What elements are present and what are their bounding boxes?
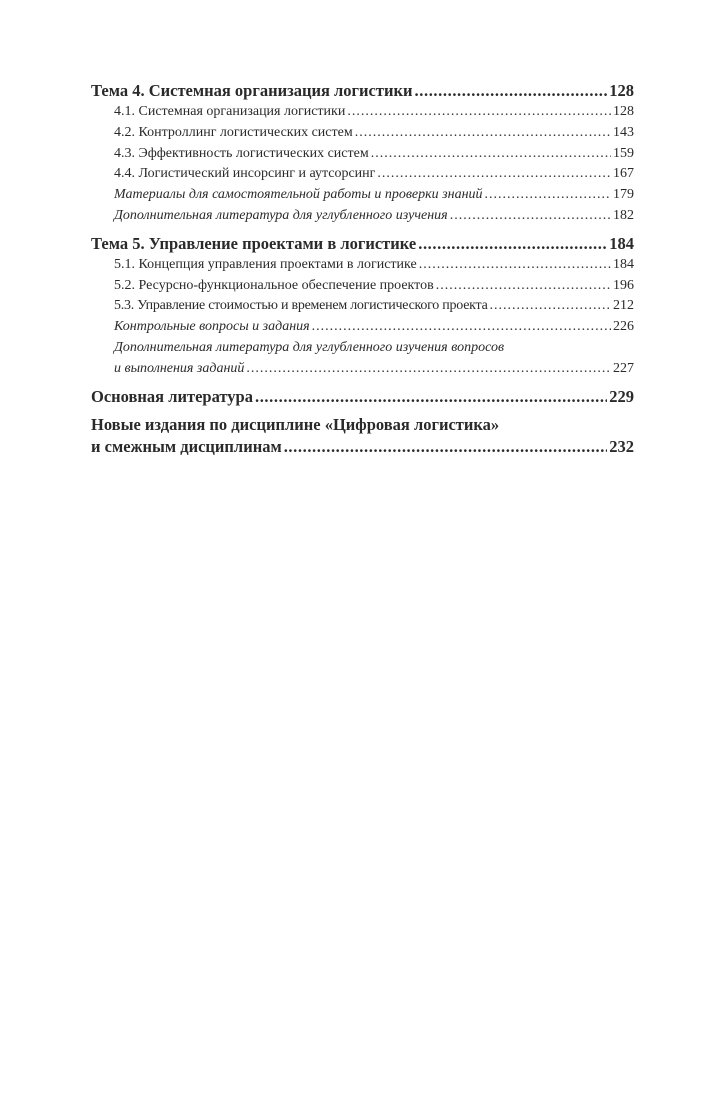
dot-leader xyxy=(347,102,611,123)
toc-item-title: 5.3. Управление стоимостью и временем логистического проекта xyxy=(114,298,488,314)
toc-page-number: 159 xyxy=(613,145,634,161)
toc-item-5-additional-lit[interactable] xyxy=(91,338,634,380)
toc-item-4-2[interactable] xyxy=(91,123,634,144)
toc-page-number: 143 xyxy=(613,124,634,140)
toc-item-4-additional-lit[interactable] xyxy=(91,206,634,227)
toc-item-title: 4.1. Системная организация логистики xyxy=(114,104,346,119)
dot-leader xyxy=(355,123,611,144)
toc-item-title: 5.2. Ресурсно-функциональное обеспечение проектов xyxy=(114,277,434,293)
toc-page-number: 226 xyxy=(613,319,634,335)
toc-page-number: 229 xyxy=(609,386,634,406)
toc-item-title: Дополнительная литература для углубленного изучения xyxy=(114,207,448,223)
toc-item-title: Контрольные вопросы и задания xyxy=(114,319,310,335)
toc-topic-4[interactable] xyxy=(91,80,634,102)
toc-page-number: 212 xyxy=(613,298,634,314)
toc-item-title: 4.3. Эффективность логистических систем xyxy=(114,145,369,161)
toc-new-editions[interactable] xyxy=(91,414,634,458)
toc-page-number: 167 xyxy=(613,166,634,182)
dot-leader xyxy=(436,276,611,297)
dot-leader xyxy=(312,317,611,338)
toc-item-5-2[interactable] xyxy=(91,276,634,297)
toc-item-title-line2: и выполнения заданий xyxy=(114,360,245,376)
toc-item-5-1[interactable] xyxy=(91,255,634,276)
toc-item-4-4[interactable] xyxy=(91,164,634,185)
toc-page-number: 196 xyxy=(613,277,634,293)
toc-item-title: 4.4. Логистический инсорсинг и аутсорсинг xyxy=(114,166,376,182)
toc-item-4-1[interactable] xyxy=(91,102,634,123)
toc-item-title-line1: Дополнительная литература для углубленного изучения вопросов xyxy=(114,339,505,355)
dot-leader xyxy=(284,436,608,458)
toc-item-title: 4.2. Контроллинг логистических систем xyxy=(114,124,353,140)
toc-item-5-3[interactable] xyxy=(91,296,634,317)
toc-item-5-questions[interactable] xyxy=(91,317,634,338)
dot-leader xyxy=(485,185,611,206)
toc-item-title: Материалы для самостоятельной работы и проверки знаний xyxy=(114,187,483,203)
toc-item-title: 5.1. Концепция управления проектами в логистике xyxy=(114,256,417,272)
dot-leader xyxy=(377,164,611,185)
toc-page-number: 232 xyxy=(609,436,634,456)
dot-leader xyxy=(490,296,611,317)
dot-leader xyxy=(246,359,611,380)
dot-leader xyxy=(255,386,607,408)
toc-topic-title-line2: и смежным дисциплинам xyxy=(91,436,282,456)
dot-leader xyxy=(418,233,607,255)
dot-leader xyxy=(419,255,611,276)
toc-page-number: 227 xyxy=(613,360,634,376)
toc-page-number: 128 xyxy=(613,104,634,119)
table-of-contents xyxy=(91,80,634,458)
toc-topic-title: Основная литература xyxy=(91,386,253,406)
toc-topic-title: Тема 5. Управление проектами в логистике xyxy=(91,233,417,253)
dot-leader xyxy=(450,206,611,227)
toc-page-number: 179 xyxy=(613,187,634,203)
toc-page-number: 182 xyxy=(613,207,634,223)
toc-item-4-3[interactable] xyxy=(91,144,634,165)
toc-item-4-materials[interactable] xyxy=(91,185,634,206)
toc-topic-title-line1: Новые издания по дисциплине «Цифровая логистика» xyxy=(91,414,500,434)
toc-topic-title: Тема 4. Системная организация логистики xyxy=(91,81,413,100)
toc-page-number: 128 xyxy=(609,81,634,100)
toc-topic-5[interactable] xyxy=(91,233,634,255)
dot-leader xyxy=(415,80,608,102)
toc-page-number: 184 xyxy=(613,256,634,272)
toc-page-number: 184 xyxy=(609,233,634,253)
dot-leader xyxy=(371,144,611,165)
toc-main-literature[interactable] xyxy=(91,386,634,408)
